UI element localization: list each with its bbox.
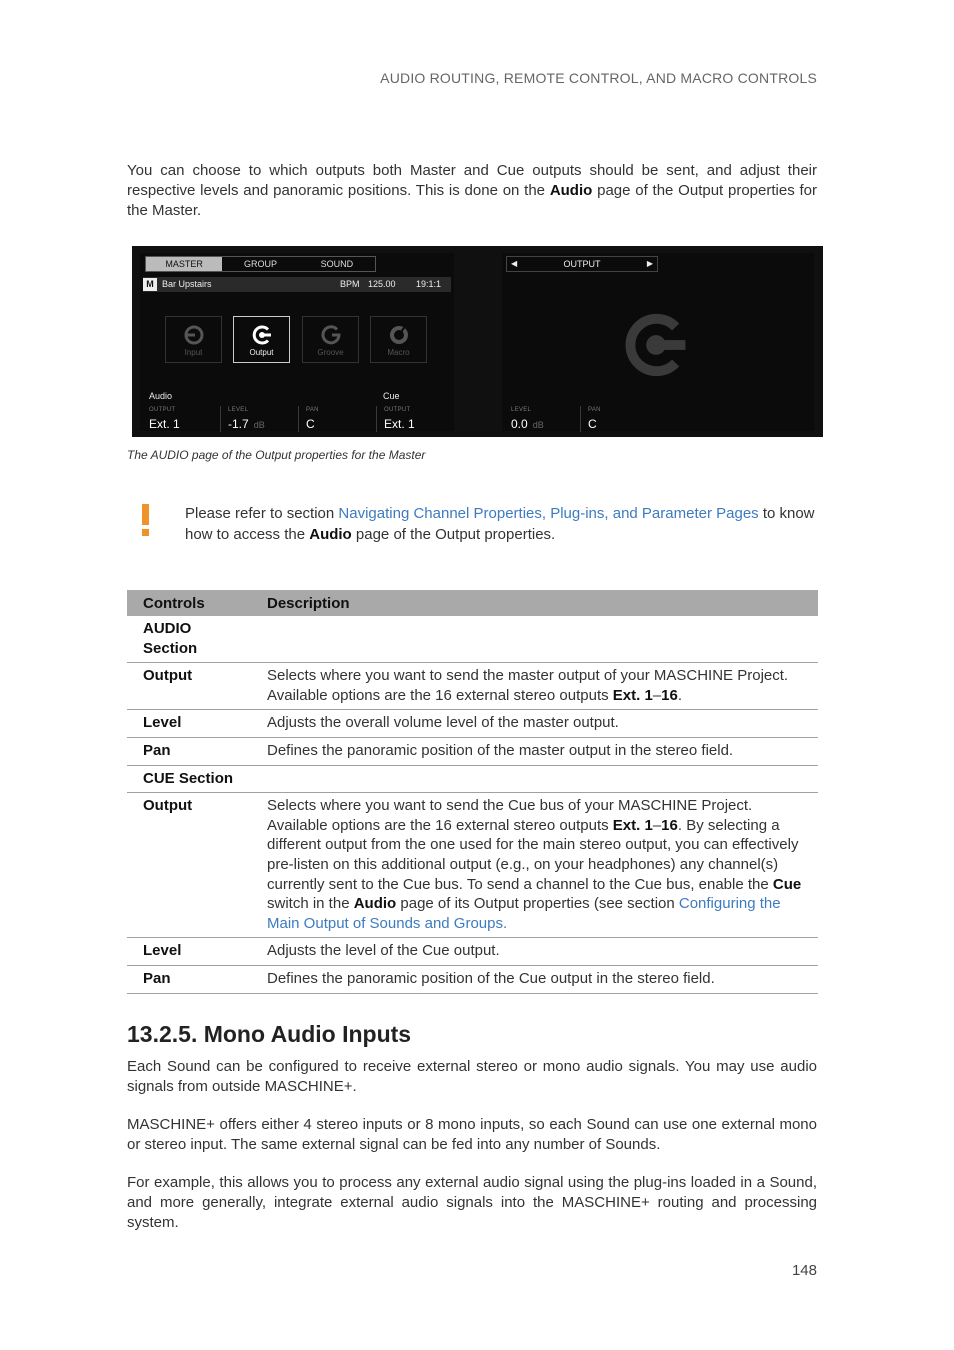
section-paragraph-2: MASCHINE+ offers either 4 stereo inputs or 8 mono inputs, so each Sound can use one external mono or stereo input. The same external signal can be fed into any number of Sounds.: [127, 1116, 817, 1153]
knob-value: 0.0: [511, 417, 528, 431]
section-row-label: AUDIO Section: [127, 616, 252, 663]
section-row-label: CUE Section: [127, 765, 252, 793]
warning-icon: [142, 504, 149, 536]
control-description: Selects where you want to send the Cue bus of your MASCHINE Project. Available options are the 16 external stereo outputs Ext. 1–16. By selecting a different output from the one used for the main stereo output, you can effectively pre-listen on this additional output (e.g., on your headphones) any channel(s) currently sent to the Cue bus. To send a channel to the Cue bus, enable the Cue switch in the Audio page of its Output properties (see section Configuring the Main Output of Sounds and Groups.: [252, 793, 818, 938]
page-number: 148: [791, 1262, 817, 1279]
table-header-row: [127, 590, 818, 616]
intro-paragraph: You can choose to which outputs both Master and Cue outputs should be sent, and adjust their respective levels and panoramic positions. This is done on the Audio page of the Output properties for the Master.: [127, 162, 817, 219]
configuring-main-output-link[interactable]: Configuring the Main Output of Sounds and Groups: [267, 895, 781, 932]
control-description: Adjusts the overall volume level of the master output.: [252, 710, 818, 738]
hardware-screenshot: [132, 246, 823, 437]
bpm-label: BPM: [340, 279, 360, 289]
knob-value: -1.7: [228, 417, 249, 431]
knob-label: OUTPUT: [149, 407, 176, 413]
knob-audio-pan: [298, 406, 376, 432]
control-name: Level: [127, 710, 252, 738]
bpm-value: 125.00: [368, 279, 396, 289]
macro-button-label: Macro: [387, 348, 410, 357]
project-info-bar: [143, 277, 451, 292]
control-name: Pan: [127, 737, 252, 765]
knob-label: PAN: [588, 407, 601, 413]
groove-button: [302, 316, 359, 363]
cue-label: Cue: [383, 391, 400, 401]
tab-sound: SOUND: [320, 259, 354, 269]
project-name: Bar Upstairs: [162, 279, 212, 289]
section-paragraph-1: Each Sound can be configured to receive external stereo or mono audio signals. You may use audio signals from outside MASCHINE+.: [127, 1058, 817, 1095]
knob-audio-level: [220, 406, 298, 432]
table-row: [127, 616, 818, 663]
navigating-channel-properties-link[interactable]: Navigating Channel Properties, Plug-ins, and Parameter Pages: [338, 505, 759, 522]
knob-value: C: [588, 417, 597, 431]
table-row: [127, 737, 818, 765]
master-badge: M: [143, 278, 157, 291]
macro-button: [370, 316, 427, 363]
input-button: [165, 316, 222, 363]
control-description: Adjusts the level of the Cue output.: [252, 938, 818, 966]
control-description: Defines the panoramic position of the master output in the stereo field.: [252, 737, 818, 765]
input-icon: [183, 324, 205, 346]
section-heading: 13.2.5. Mono Audio Inputs: [127, 1021, 412, 1047]
right-display: [502, 253, 814, 431]
figure-caption: The AUDIO page of the Output properties for the Master: [127, 448, 426, 462]
knob-audio-output: [142, 406, 220, 432]
channel-tabs: [145, 256, 376, 272]
knob-cue-pan: [580, 406, 658, 432]
knob-label: OUTPUT: [384, 407, 411, 413]
control-name: Level: [127, 938, 252, 966]
knob-label: LEVEL: [511, 407, 532, 413]
arrow-left-icon: ◀: [511, 259, 518, 268]
left-display: [140, 253, 454, 431]
knob-cue-output: [376, 406, 452, 432]
knob-cue-level: [504, 406, 582, 432]
table-row: [127, 765, 818, 793]
song-position: 19:1:1: [416, 279, 442, 289]
groove-button-label: Groove: [317, 348, 344, 357]
audio-label: Audio: [149, 391, 173, 401]
table-row: [127, 793, 818, 938]
control-name: Output: [127, 663, 252, 710]
output-large-icon: [620, 309, 692, 381]
note-text: Please refer to section Navigating Channel Properties, Plug-ins, and Parameter Pages to know how to access the Audio page of the Output properties.: [185, 505, 815, 543]
knob-label: PAN: [306, 407, 319, 413]
table-row: [127, 938, 818, 966]
control-name: Pan: [127, 965, 252, 993]
arrow-right-icon: ▶: [646, 259, 653, 268]
output-icon: [251, 324, 273, 346]
knob-value: C: [306, 417, 315, 431]
control-name: Output: [127, 793, 252, 938]
output-button-label: Output: [249, 348, 274, 357]
table-row: [127, 965, 818, 993]
section-paragraph-3: For example, this allows you to process any external audio signal using the plug-ins loaded in a Sound, and more generally, integrate external audio signals into the MASCHINE+ routing and processing system.: [127, 1174, 817, 1231]
table-row: [127, 710, 818, 738]
knob-value: Ext. 1: [149, 417, 180, 431]
header-description: Description: [252, 590, 818, 616]
knob-unit: dB: [532, 420, 544, 430]
output-page-title: OUTPUT: [563, 259, 601, 269]
groove-icon: [320, 324, 342, 346]
control-description: Defines the panoramic position of the Cue output in the stereo field.: [252, 965, 818, 993]
macro-icon: [388, 324, 410, 346]
output-button: [233, 316, 290, 363]
table-row: [127, 663, 818, 710]
knob-label: LEVEL: [228, 407, 249, 413]
running-header: AUDIO ROUTING, REMOTE CONTROL, AND MACRO CONTROLS: [380, 70, 817, 86]
input-button-label: Input: [184, 348, 203, 357]
output-page-selector: [506, 256, 658, 272]
tab-master: MASTER: [146, 257, 222, 271]
knob-value: Ext. 1: [384, 417, 415, 431]
header-controls: Controls: [127, 590, 252, 616]
controls-table: [127, 590, 818, 994]
control-description: Selects where you want to send the master output of your MASCHINE Project. Available options are the 16 external stereo outputs Ext. 1–16.: [252, 663, 818, 710]
tab-group: GROUP: [243, 259, 277, 269]
knob-unit: dB: [253, 420, 265, 430]
